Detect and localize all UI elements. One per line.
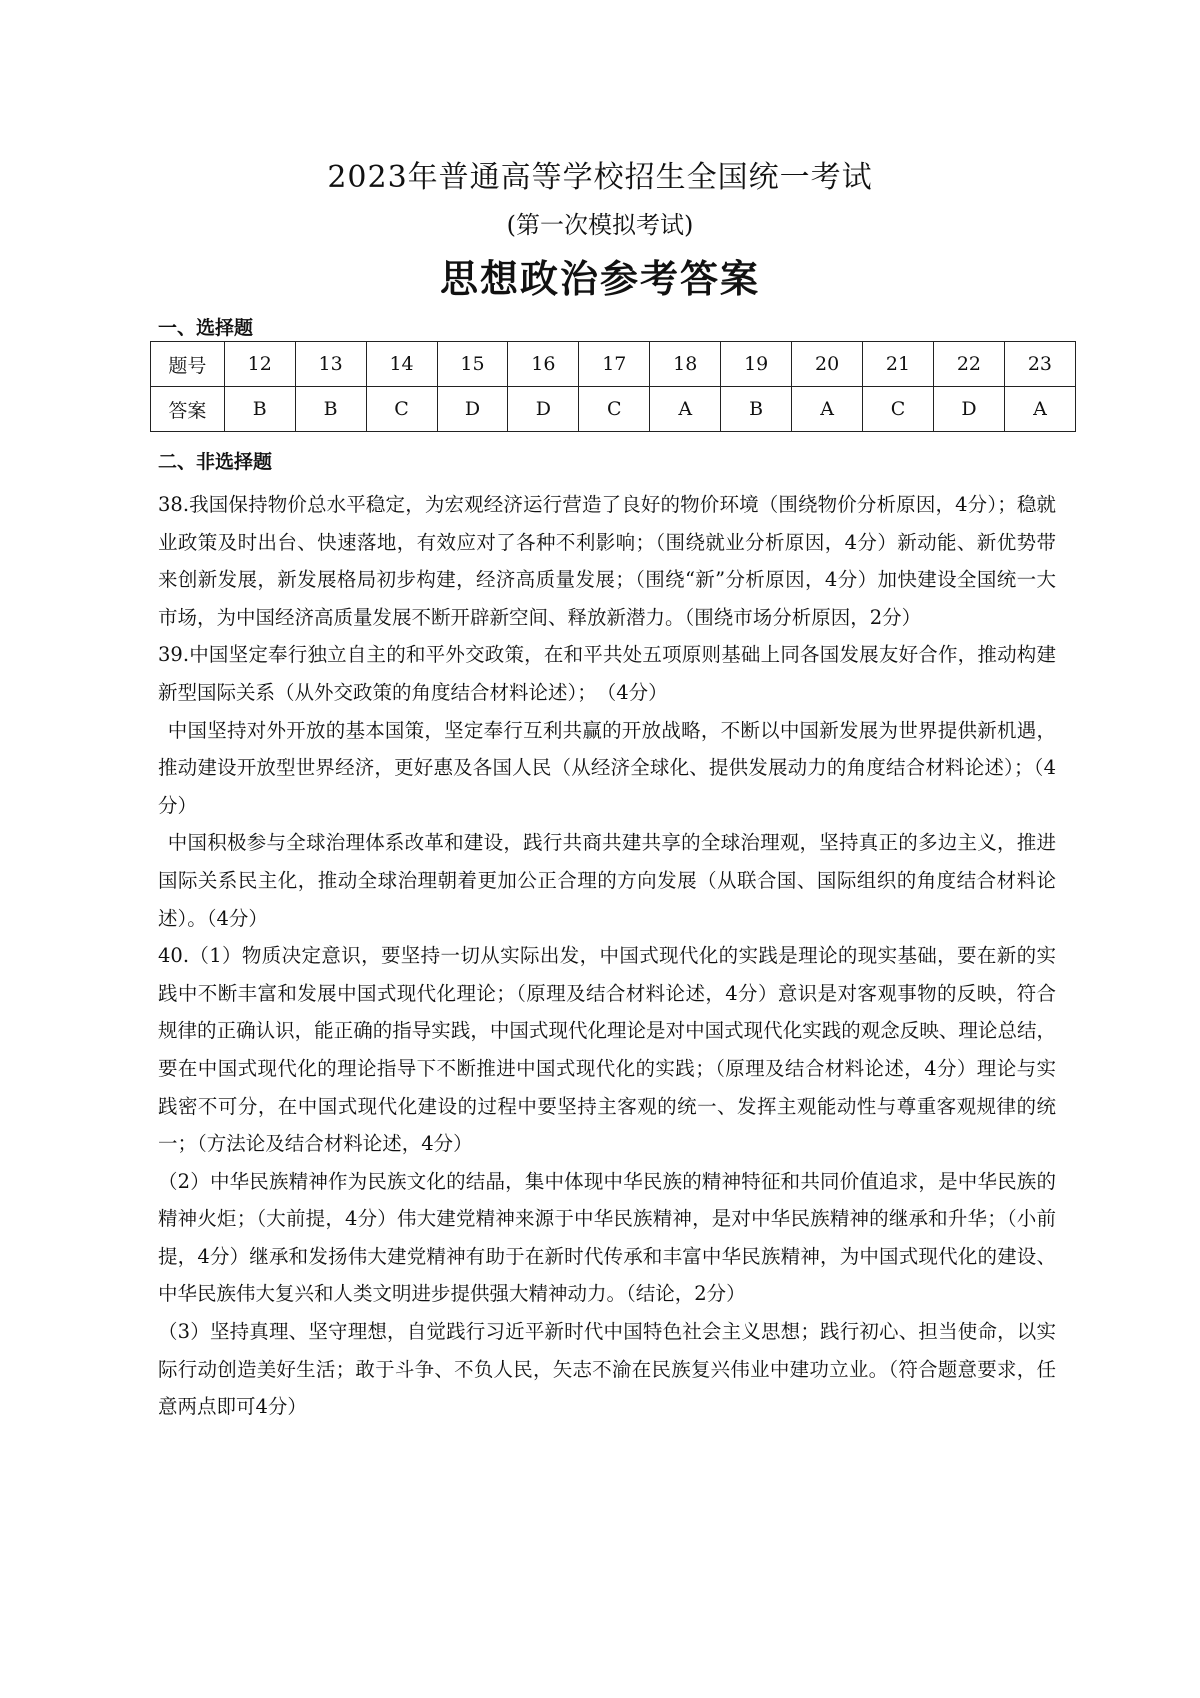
question-number: 17	[579, 342, 650, 387]
answer-cell: C	[863, 387, 934, 432]
answer-cell: A	[792, 387, 863, 432]
answer-cell: C	[579, 387, 650, 432]
answer-body	[158, 486, 1056, 1426]
question-number: 20	[792, 342, 863, 387]
answer-cell: B	[224, 387, 295, 432]
answer-paragraph-40-3: （3）坚持真理、坚守理想，自觉践行习近平新时代中国特色社会主义思想；践行初心、担当使命，以实际行动创造美好生活；敢于斗争、不负人民，矢志不渝在民族复兴伟业中建功立业。（符合题意要求，任意两点即可4分）	[158, 1320, 1056, 1419]
answer-cell: B	[721, 387, 792, 432]
answer-cell: B	[295, 387, 366, 432]
table-row-numbers	[151, 342, 1076, 387]
answer-cell: D	[933, 387, 1004, 432]
question-number: 15	[437, 342, 508, 387]
answer-paragraph-39-b: 中国坚持对外开放的基本国策，坚定奉行互利共赢的开放战略，不断以中国新发展为世界提供新机遇，推动建设开放型世界经济，更好惠及各国人民（从经济全球化、提供发展动力的角度结合材料论述）；（4分）	[158, 718, 1056, 817]
answer-cell: A	[1004, 387, 1075, 432]
answer-paragraph-38: 38.我国保持物价总水平稳定，为宏观经济运行营造了良好的物价环境（围绕物价分析原因，4分）；稳就业政策及时出台、快速落地，有效应对了各种不利影响；（围绕就业分析原因，4分）新动能、新优势带来创新发展，新发展格局初步构建，经济高质量发展；（围绕“新”分析原因，4分）加快建设全国统一大市场，为中国经济高质量发展不断开辟新空间、释放新潜力。（围绕市场分析原因，2分）	[158, 493, 1056, 629]
answer-cell: D	[508, 387, 579, 432]
answer-cell: D	[437, 387, 508, 432]
exam-title: 2023年普通高等学校招生全国统一考试	[327, 160, 873, 195]
answer-table	[150, 341, 1076, 432]
question-number: 16	[508, 342, 579, 387]
question-number: 14	[366, 342, 437, 387]
answer-paragraph-40-1: 40.（1）物质决定意识，要坚持一切从实际出发，中国式现代化的实践是理论的现实基础，要在新的实践中不断丰富和发展中国式现代化理论；（原理及结合材料论述，4分）意识是对客观事物的反映，符合规律的正确认识，能正确的指导实践，中国式现代化理论是对中国式现代化实践的观念反映、理论总结，要在中国式现代化的理论指导下不断推进中国式现代化的实践；（原理及结合材料论述，4分）理论与实践密不可分，在中国式现代化建设的过程中要坚持主客观的统一、发挥主观能动性与尊重客观规律的统一；（方法论及结合材料论述，4分）	[158, 944, 1056, 1156]
answer-paragraph-39-c: 中国积极参与全球治理体系改革和建设，践行共商共建共享的全球治理观，坚持真正的多边主义，推进国际关系民主化，推动全球治理朝着更加公正合理的方向发展（从联合国、国际组织的角度结合材料论述）。（4分）	[158, 831, 1056, 930]
section-heading-nonchoice: 二、非选择题	[158, 451, 273, 473]
answer-cell: C	[366, 387, 437, 432]
section-heading-choice: 一、选择题	[158, 317, 254, 339]
question-number: 19	[721, 342, 792, 387]
row-label-numbers: 题号	[151, 342, 225, 387]
question-number: 13	[295, 342, 366, 387]
answer-paragraph-39-a: 39.中国坚定奉行独立自主的和平外交政策，在和平共处五项原则基础上同各国发展友好合作，推动构建新型国际关系（从外交政策的角度结合材料论述）； （4分）	[158, 643, 1056, 704]
question-number: 23	[1004, 342, 1075, 387]
question-number: 21	[863, 342, 934, 387]
question-number: 22	[933, 342, 1004, 387]
question-number: 12	[224, 342, 295, 387]
answer-paragraph-40-2: （2）中华民族精神作为民族文化的结晶，集中体现中华民族的精神特征和共同价值追求，是中华民族的精神火炬；（大前提，4分）伟大建党精神来源于中华民族精神，是对中华民族精神的继承和升华；（小前提，4分）继承和发扬伟大建党精神有助于在新时代传承和丰富中华民族精神，为中国式现代化的建设、中华民族伟大复兴和人类文明进步提供强大精神动力。（结论，2分）	[158, 1169, 1056, 1306]
question-number: 18	[650, 342, 721, 387]
table-row-answers	[151, 387, 1076, 432]
answer-cell: A	[650, 387, 721, 432]
exam-subtitle: (第一次模拟考试)	[506, 211, 694, 239]
row-label-answers: 答案	[151, 387, 225, 432]
document-title: 思想政治参考答案	[439, 256, 760, 301]
